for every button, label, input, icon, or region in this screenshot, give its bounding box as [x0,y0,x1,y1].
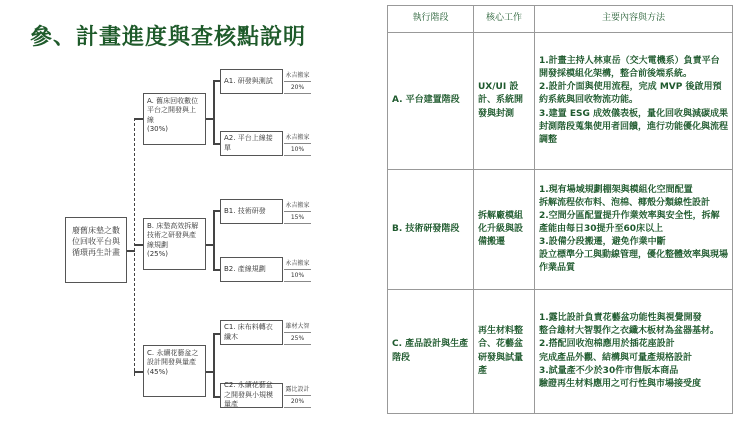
root-node: 廢舊床墊之數位回收平台與循環再生計畫 [65,217,127,283]
task-percent: 20% [284,82,311,94]
connector-line [213,210,215,270]
table-row [388,170,733,290]
stage-cell: A. 平台建置階段 [388,33,474,170]
stage-cell: B. 技術研發階段 [388,170,474,290]
task-node-a1: A1. 研發與測試 [220,69,283,94]
branch-node-a [143,93,206,145]
connector-line [213,80,215,144]
core-cell: 拆解廠模組化升級與設備搬遷 [474,170,535,290]
task-owner: 雄材大智 [284,320,311,333]
content-cell [535,290,733,414]
content-line: 驗證再生材料應用之可行性與市場接受度 [539,378,702,389]
connector-line [134,118,143,120]
connector-line [127,250,135,252]
content-line: 1.現有場域規劃棚架與模組化空間配置 [539,184,693,195]
content-line: 1.露比設計負責花藝盆功能性與視覺開發 [539,313,702,324]
schedule-table [387,5,733,414]
connector-line [213,396,220,398]
connector-line [213,333,215,397]
branch-node-b [143,218,206,270]
content-cell [535,170,733,290]
task-owner: 露比設計 [284,383,311,396]
task-tag [284,69,311,94]
connector-line [213,80,220,82]
task-node-c1: C1. 床布料轉衣纖木 [220,320,283,345]
task-tag [284,131,311,156]
core-cell: UX/UI 設計、系統開發與封測 [474,33,535,170]
branch-weight: (30%) [147,125,169,134]
task-tag [284,199,311,224]
branch-weight: (45%) [147,367,169,376]
connector-line [213,269,220,271]
branch-label: B. 床墊高效拆解技術之研發與產線規劃 [147,222,199,249]
content-line: 2.設計介面與使用流程，完成 MVP 後啟用預約系統與回收物流功能。 [539,82,722,106]
task-percent: 15% [284,212,311,224]
content-cell [535,33,733,170]
task-percent: 25% [284,333,311,345]
content-line: 拆解流程依布料、泡棉、椰殼分類線性設計 [539,197,711,208]
branch-weight: (25%) [147,250,169,259]
task-node-c2: C2. 永續花藝盆之開發與小規模量產 [220,383,283,408]
table-header [388,6,733,33]
task-tag [284,383,311,408]
core-cell: 再生材料整合、花藝盆研發與試量產 [474,290,535,414]
task-percent: 10% [284,144,311,156]
task-node-b2: B2. 產線規劃 [220,257,283,282]
content-line: 設立標準分工與動線管理，優化整體效率與現場作業品質 [539,250,729,274]
connector-line [134,118,135,376]
task-owner: 永吉搬家 [284,69,311,82]
branch-node-c [143,345,206,397]
branch-label: C. 永續花藝盆之設計開發與量產 [147,349,199,367]
task-node-b1: B1. 技術研發 [220,199,283,224]
content-line: 2.空間分區配置提升作業效率與安全性，拆解產能由每日30提升至60床以上 [539,210,720,234]
task-tag [284,320,311,345]
content-line: 整合雄材大智製作之衣纖木板材為盆器基材。 [539,326,720,337]
header-content: 主要內容與方法 [535,6,733,33]
task-percent: 10% [284,270,311,282]
branch-label: A. 舊床回收數位平台之開發與上線 [147,97,199,124]
task-percent: 20% [284,396,311,408]
table-row [388,33,733,170]
connector-line [134,371,143,373]
task-owner: 永吉搬家 [284,131,311,144]
task-node-a2: A2. 平台上線接單 [220,131,283,156]
connector-line [213,143,220,145]
connector-line [213,333,220,335]
connector-line [134,244,143,246]
task-owner: 永吉搬家 [284,257,311,270]
content-line: 3.設備分段搬遷，避免作業中斷 [539,237,666,248]
table-row [388,290,733,414]
task-tag [284,257,311,282]
content-line: 3.建置 ESG 成效儀表板，量化回收與減碳成果 [539,108,728,119]
content-line: 完成產品外觀、結構與可量產規格設計 [539,352,693,363]
header-core: 核心工作 [474,6,535,33]
content-line: 封測階段蒐集使用者回饋，進行功能優化與流程調整 [539,121,729,145]
content-line: 3.試量產不少於30件市售版本商品 [539,365,679,376]
content-line: 1.計畫主持人林東岳（交大電機系）負責平台開發採模組化架構，整合前後端系統。 [539,56,720,80]
stage-cell: C. 產品設計與生產階段 [388,290,474,414]
page-title: 參、計畫進度與查核點說明 [30,25,307,50]
content-line: 2.搭配回收泡棉應用於插花座設計 [539,339,675,350]
task-owner: 永吉搬家 [284,199,311,212]
header-stage: 執行階段 [388,6,474,33]
connector-line [213,210,220,212]
